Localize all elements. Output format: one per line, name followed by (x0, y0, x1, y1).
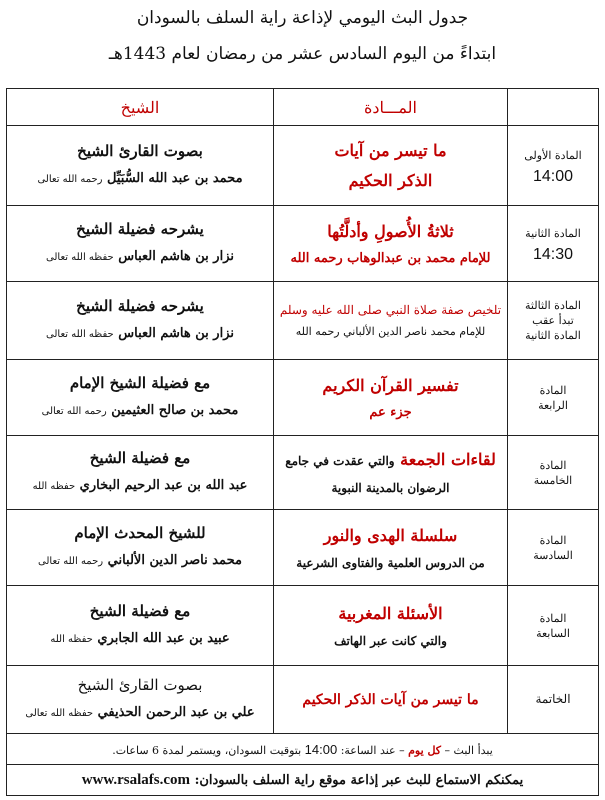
broadcast-note-b: – عند الساعة: (340, 743, 405, 757)
sheikh-honorific: حفظه الله تعالى (46, 329, 114, 340)
subject-line-1: سلسلة الهدى والنور (323, 525, 458, 545)
row-label-line-1: المادة (539, 533, 567, 547)
row-label-text: المادة الأولى (524, 148, 582, 162)
column-header-sheikh: الشيخ (7, 89, 274, 126)
row-label (508, 436, 599, 510)
subject-line-2: الرضوان بالمدينة النبوية (331, 481, 450, 495)
sheikh-honorific: حفظه الله تعالى (46, 252, 114, 263)
subject-cell (274, 666, 508, 734)
row-label-line-2: تبدأ عقب (532, 314, 574, 327)
broadcast-note-daily: كل يوم (408, 743, 442, 757)
subject-line-1: ثلاثةُ الأُصولِ وأدلَّتُها (327, 221, 454, 241)
sheikh-cell (7, 282, 274, 360)
subject-red-text: لقاءات الجمعة (400, 450, 496, 469)
subject-cell (274, 126, 508, 206)
subject-cell (274, 586, 508, 666)
sheikh-honorific: رحمه الله تعالى (41, 406, 107, 417)
subject-cell (274, 282, 508, 360)
subject-cell (274, 510, 508, 586)
sheikh-name-line (11, 625, 269, 654)
header-subtitle: ابتداءً من اليوم السادس عشر من رمضان لعام 1443هـ (108, 44, 497, 64)
sheikh-name-line (11, 243, 269, 272)
row-label-line-3: المادة الثانية (525, 329, 581, 342)
subject-line-2: للإمام محمد ناصر الدين الألباني رحمه الله (295, 324, 486, 338)
sheikh-cell (7, 360, 274, 436)
sheikh-honorific: رحمه الله تعالى (38, 556, 104, 567)
sheikh-intro: يشرحه فضيلة الشيخ (76, 220, 204, 238)
sheikh-name: محمد بن صالح العثيمين (111, 403, 239, 418)
broadcast-note-c: بتوقيت السودان، ويستمر لمدة 6 ساعات. (112, 743, 302, 757)
sheikh-cell (7, 510, 274, 586)
subject-line-2: والتي كانت عبر الهاتف (334, 633, 447, 648)
subject-line-2: الذكر الحكيم (348, 170, 433, 190)
sheikh-name-line (11, 165, 269, 194)
row-time: 14:30 (532, 245, 574, 263)
subject-cell (274, 436, 508, 510)
subject-line-2: جزء عم (369, 404, 412, 420)
row-label-line-2: السادسة (533, 548, 573, 562)
subject-line-1: تلخيص صفة صلاة النبي صلى الله عليه وسلم (279, 302, 502, 317)
subject-line-1: ما تيسر من آيات (334, 140, 447, 160)
sheikh-name: عبيد بن عبد الله الجابري (97, 631, 230, 646)
subject-black-text: والتي عقدت في جامع (285, 454, 395, 468)
sheikh-cell (7, 206, 274, 282)
sheikh-name: نزار بن هاشم العباس (118, 249, 234, 264)
sheikh-name-line (11, 472, 269, 501)
header-empty-cell (508, 89, 599, 126)
sheikh-honorific: حفظه الله (32, 481, 76, 492)
row-time: 14:00 (532, 167, 574, 185)
sheikh-honorific: حفظه الله (50, 634, 93, 645)
subject-cell (274, 360, 508, 436)
table-row (7, 586, 599, 666)
table-header-row (7, 89, 599, 126)
subject-cell (274, 206, 508, 282)
sheikh-intro: مع فضيلة الشيخ الإمام (69, 374, 211, 392)
row-label-line-1: المادة (539, 383, 567, 397)
sheikh-intro: للشيخ المحدث الإمام (74, 524, 206, 542)
sheikh-name-line (11, 699, 269, 728)
sheikh-name: نزار بن هاشم العباس (118, 326, 234, 341)
row-label (508, 126, 599, 206)
sheikh-name: علي بن عبد الرحمن الحذيفي (97, 705, 255, 720)
sheikh-intro: بصوت القارئ الشيخ (77, 142, 203, 160)
subject-line-1: ما تيسر من آيات الذكر الحكيم (302, 691, 479, 708)
table-row (7, 282, 599, 360)
schedule-table (6, 88, 599, 796)
row-label-line-1: المادة (539, 611, 567, 625)
broadcast-note (7, 734, 599, 765)
broadcast-note-time: 14:00 (304, 741, 338, 757)
sheikh-name-line (11, 547, 269, 576)
subject-line-1: الأسئلة المغربية (338, 603, 443, 623)
row-label (508, 360, 599, 436)
sheikh-name-line (11, 320, 269, 349)
row-label-text: المادة الثانية (525, 226, 581, 240)
sheikh-intro: مع فضيلة الشيخ (89, 449, 191, 467)
sheikh-name: محمد ناصر الدين الألباني (107, 553, 242, 568)
row-label-line-2: السابعة (536, 626, 570, 640)
row-label (508, 666, 599, 734)
sheikh-intro: بصوت القارئ الشيخ (77, 676, 203, 694)
table-row (7, 126, 599, 206)
sheikh-intro: مع فضيلة الشيخ (89, 602, 191, 620)
broadcast-note-a: يبدأ البث – (444, 743, 493, 757)
sheikh-cell (7, 586, 274, 666)
sheikh-cell (7, 436, 274, 510)
row-label-line-2: الخامسة (533, 473, 573, 487)
sheikh-intro: يشرحه فضيلة الشيخ (76, 297, 204, 315)
sheikh-name-line (11, 397, 269, 426)
row-label-line-2: الرابعة (538, 398, 568, 412)
column-header-subject: المـــادة (274, 89, 508, 126)
website-link[interactable]: www.rsalafs.com (81, 771, 191, 788)
subject-line-1 (278, 445, 503, 476)
row-label (508, 206, 599, 282)
table-row (7, 360, 599, 436)
website-note (7, 765, 599, 796)
row-label (508, 282, 599, 360)
footer-row-broadcast-time (7, 734, 599, 765)
subject-line-1: تفسير القرآن الكريم (322, 375, 459, 395)
table-row (7, 510, 599, 586)
footer-row-website (7, 765, 599, 796)
sheikh-honorific: رحمه الله تعالى (37, 174, 103, 185)
table-row (7, 206, 599, 282)
row-label (508, 586, 599, 666)
sheikh-honorific: حفظه الله تعالى (25, 708, 94, 719)
row-label (508, 510, 599, 586)
sheikh-name: محمد بن عبد الله السُّبَيِّل (107, 171, 243, 186)
website-note-text: يمكنكم الاستماع للبث عبر إذاعة موقع راية السلف بالسودان: (194, 772, 524, 788)
sheikh-cell (7, 666, 274, 734)
row-label-line-1: المادة (539, 458, 567, 472)
table-row (7, 666, 599, 734)
sheikh-name: عبد الله بن عبد الرحيم البخاري (79, 478, 248, 493)
subject-line-2: للإمام محمد بن عبدالوهاب رحمه الله (290, 250, 491, 266)
row-label-line-1: المادة الثالثة (525, 299, 581, 312)
subject-line-2: من الدروس العلمية والفتاوى الشرعية (296, 555, 485, 570)
table-row (7, 436, 599, 510)
header-title: جدول البث اليومي لإذاعة راية السلف بالسودان (136, 8, 469, 28)
sheikh-cell (7, 126, 274, 206)
row-label-text: الخاتمة (535, 692, 571, 706)
